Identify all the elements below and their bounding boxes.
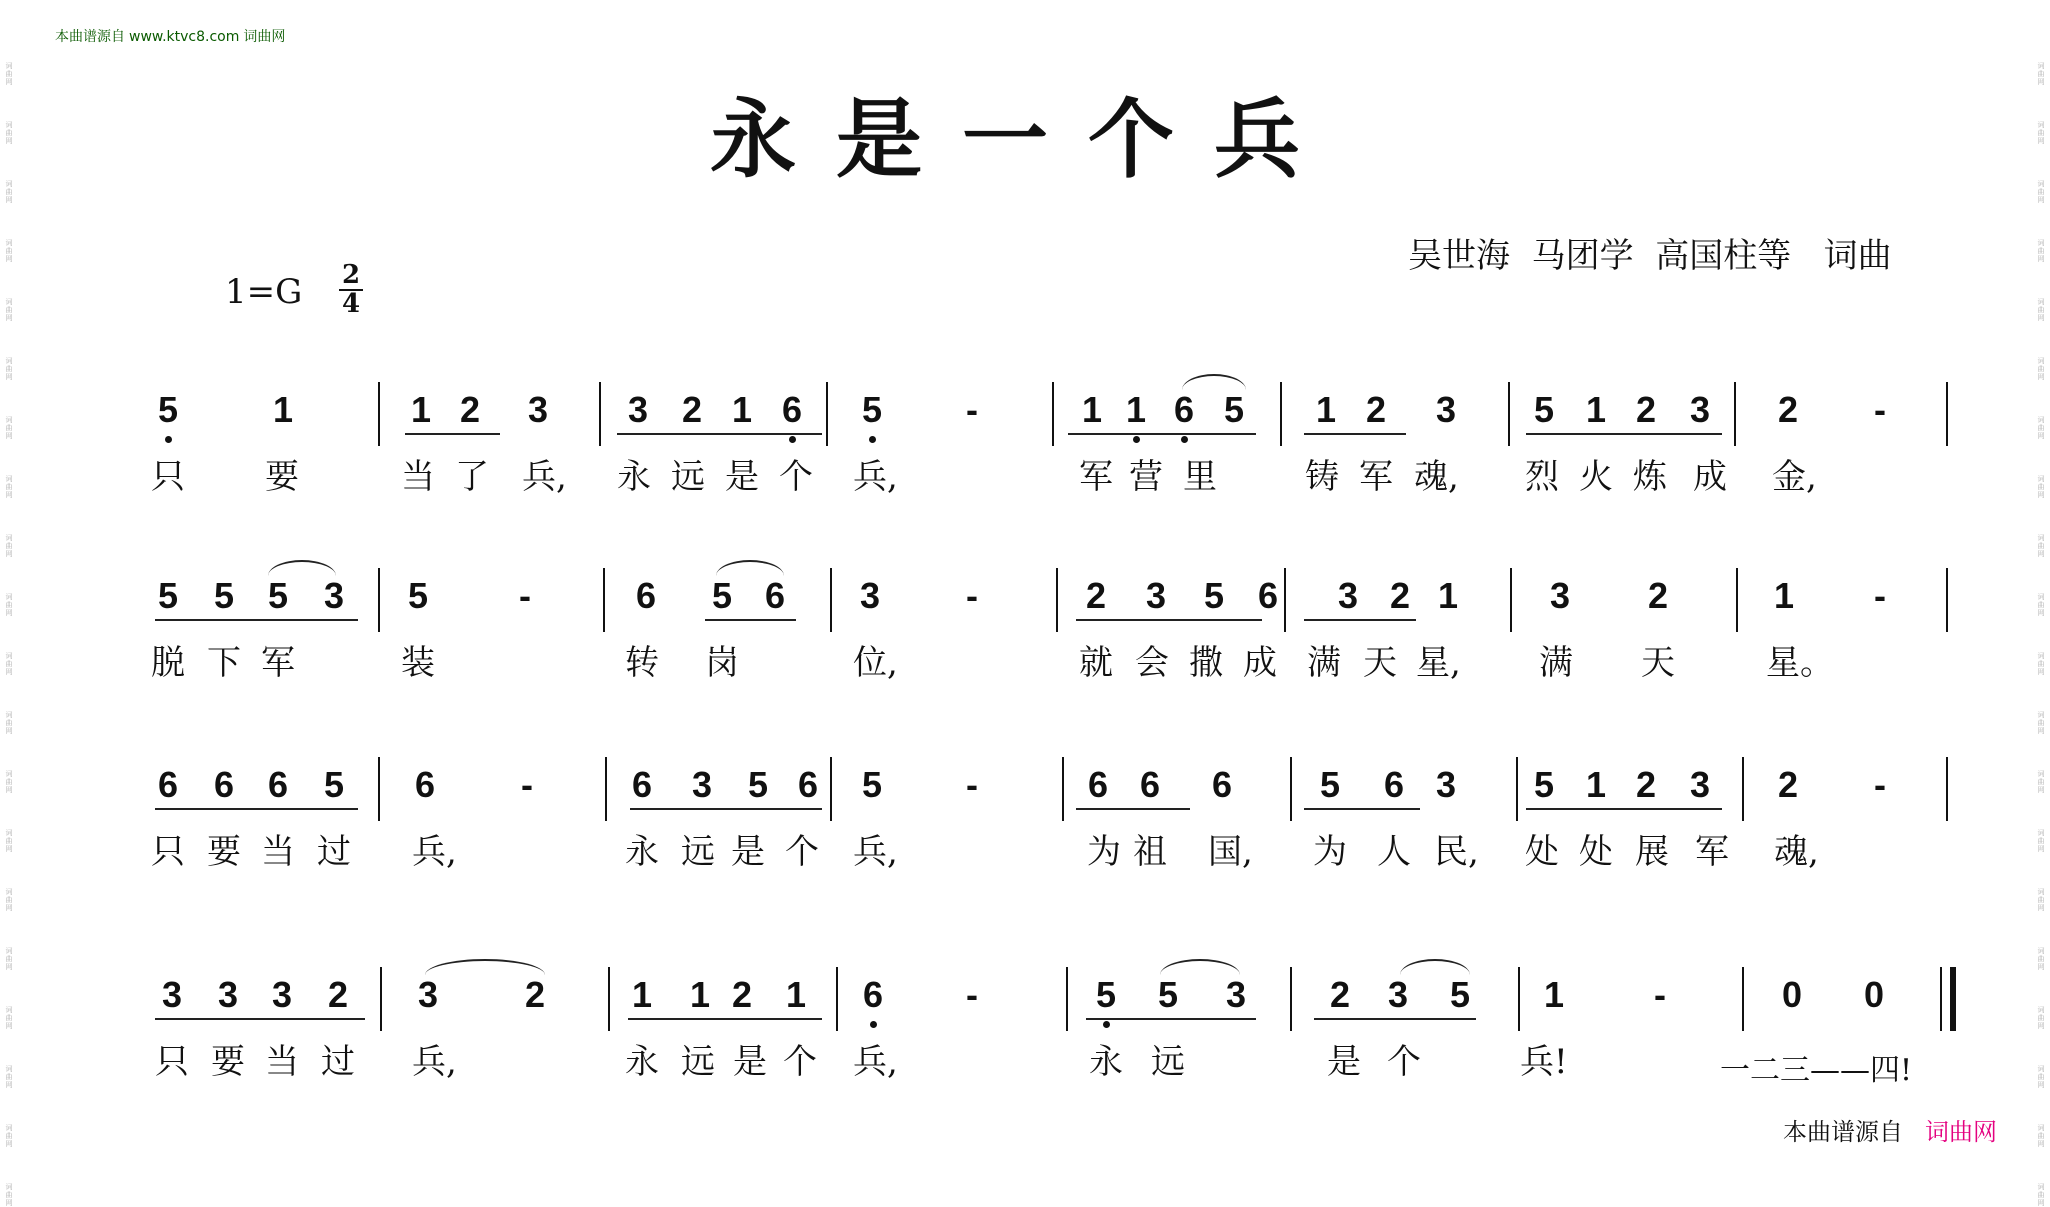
slur: [1400, 959, 1470, 975]
note: 6: [267, 764, 289, 805]
lyric-char: 只: [151, 457, 185, 497]
watermark-mark: 词 曲 网: [5, 947, 13, 971]
lyric-char: 处: [1525, 832, 1559, 872]
watermark-mark: 词 曲 网: [2037, 829, 2045, 853]
lyric-char: 烈: [1525, 457, 1559, 497]
beam-underline: [155, 808, 358, 810]
lyric-char: 过: [317, 832, 351, 872]
note: 5: [1449, 974, 1471, 1015]
barline: [378, 568, 380, 632]
barline: [1062, 757, 1064, 821]
note: 5: [747, 764, 769, 805]
barline: [1284, 568, 1286, 632]
lyric-char: 兵,: [412, 1042, 457, 1082]
lyric-char: 展: [1635, 832, 1669, 872]
note: 2: [1329, 974, 1351, 1015]
sustain-dash: -: [1874, 764, 1886, 805]
lyric-char: 个: [783, 1042, 817, 1082]
note: 2: [1635, 389, 1657, 430]
octave-dot-below: [1181, 436, 1188, 443]
note: 5: [407, 575, 429, 616]
note: 3: [271, 974, 293, 1015]
note: 5: [1533, 389, 1555, 430]
note: 2: [1647, 575, 1669, 616]
barline: [836, 967, 838, 1031]
beam-underline: [1304, 619, 1416, 621]
beam-underline: [155, 1018, 365, 1020]
barline: [603, 568, 605, 632]
lyric-char: 永: [625, 1042, 659, 1082]
lyric-char: 为: [1087, 832, 1121, 872]
note: 3: [1435, 764, 1457, 805]
lyric-char: 永: [1089, 1042, 1123, 1082]
note: 6: [635, 575, 657, 616]
barline: [826, 382, 828, 446]
lyric-char: 为: [1313, 832, 1347, 872]
site-header-name: 词曲网: [243, 29, 286, 45]
watermark-mark: 词 曲 网: [2037, 121, 2045, 145]
lyric-char: 是: [733, 1042, 767, 1082]
note: 6: [1211, 764, 1233, 805]
lyric-char: 个: [785, 832, 819, 872]
watermark-mark: 词 曲 网: [2037, 416, 2045, 440]
octave-dot-below: [870, 1021, 877, 1028]
barline: [599, 382, 601, 446]
lyric-char: 脱: [151, 643, 185, 683]
watermark-mark: 词 曲 网: [2037, 593, 2045, 617]
lyric-char: 远: [681, 1042, 715, 1082]
count-in-text: 一二三——四!: [1720, 1053, 1913, 1088]
watermark-mark: 词 曲 网: [2037, 62, 2045, 86]
barline: [1508, 382, 1510, 446]
watermark-mark: 词 曲 网: [5, 239, 13, 263]
key-signature: 1=G: [225, 272, 303, 312]
note: 2: [681, 389, 703, 430]
lyric-char: 满: [1539, 643, 1573, 683]
barline: [1280, 382, 1282, 446]
note: 1: [631, 974, 653, 1015]
beam-underline: [705, 619, 796, 621]
time-denominator: 4: [341, 289, 361, 319]
slur: [716, 560, 784, 576]
barline: [378, 382, 380, 446]
lyric-char: 人: [1377, 832, 1411, 872]
lyric-char: 星。: [1766, 643, 1834, 683]
note: 5: [267, 575, 289, 616]
beam-underline: [628, 1018, 822, 1020]
note: 2: [731, 974, 753, 1015]
note: 3: [527, 389, 549, 430]
barline: [1066, 967, 1068, 1031]
lyric-char: 永: [617, 457, 651, 497]
note: 5: [1157, 974, 1179, 1015]
beam-underline: [405, 433, 500, 435]
lyric-char: 兵!: [1520, 1042, 1568, 1082]
watermark-mark: 词 曲 网: [5, 298, 13, 322]
watermark-mark: 词 曲 网: [5, 357, 13, 381]
note: 3: [627, 389, 649, 430]
note: 0: [1781, 974, 1803, 1015]
watermark-mark: 词 曲 网: [2037, 711, 2045, 735]
beam-underline: [1068, 433, 1256, 435]
note: 5: [1223, 389, 1245, 430]
slur: [1182, 374, 1246, 390]
footer-credit: [1783, 1112, 1997, 1147]
note: 6: [213, 764, 235, 805]
lyric-char: 天: [1363, 643, 1397, 683]
barline: [1940, 967, 1942, 1031]
slur: [268, 560, 336, 576]
note: 6: [157, 764, 179, 805]
note: 5: [157, 389, 179, 430]
lyric-char: 炼: [1633, 457, 1667, 497]
lyric-char: 当: [265, 1042, 299, 1082]
lyric-char: 军: [1359, 457, 1393, 497]
watermark-mark: 词 曲 网: [5, 652, 13, 676]
lyric-char: 满: [1307, 643, 1341, 683]
lyric-char: 铸: [1305, 457, 1339, 497]
octave-dot-below: [1133, 436, 1140, 443]
lyric-char: 就: [1079, 643, 1113, 683]
note: 3: [1549, 575, 1571, 616]
beam-underline: [1304, 433, 1406, 435]
note: 5: [1095, 974, 1117, 1015]
octave-dot-below: [165, 436, 172, 443]
watermark-mark: 词 曲 网: [2037, 1065, 2045, 1089]
note: 1: [731, 389, 753, 430]
site-url-link[interactable]: www.ktvc8.com: [129, 29, 240, 45]
watermark-mark: 词 曲 网: [5, 711, 13, 735]
sustain-dash: -: [966, 389, 978, 430]
beam-underline: [155, 619, 358, 621]
note: 1: [1585, 764, 1607, 805]
barline: [1946, 382, 1948, 446]
lyric-char: 金,: [1772, 457, 1817, 497]
lyric-char: 国,: [1208, 832, 1253, 872]
note: 5: [157, 575, 179, 616]
note: 3: [1337, 575, 1359, 616]
lyric-char: 个: [1387, 1042, 1421, 1082]
lyric-char: 天: [1641, 643, 1675, 683]
note: 1: [1543, 974, 1565, 1015]
lyric-char: 火: [1579, 457, 1613, 497]
note: 3: [1225, 974, 1247, 1015]
lyric-char: 成: [1693, 457, 1727, 497]
footer-source: 本曲谱源自: [1783, 1118, 1903, 1146]
note: 3: [1689, 389, 1711, 430]
note: 2: [327, 974, 349, 1015]
watermark-mark: 词 曲 网: [2037, 1183, 2045, 1207]
sustain-dash: -: [1654, 974, 1666, 1015]
lyric-char: 兵,: [853, 832, 898, 872]
barline: [1510, 568, 1512, 632]
lyric-char: 民,: [1434, 832, 1479, 872]
barline: [605, 757, 607, 821]
lyric-char: 只: [151, 832, 185, 872]
watermark-mark: 词 曲 网: [5, 1065, 13, 1089]
lyric-char: 岗: [705, 643, 739, 683]
lyric-char: 撒: [1189, 643, 1223, 683]
barline: [1946, 757, 1948, 821]
watermark-mark: 词 曲 网: [2037, 534, 2045, 558]
barline: [1736, 568, 1738, 632]
note: 6: [1257, 575, 1279, 616]
watermark-mark: 词 曲 网: [5, 416, 13, 440]
note: 3: [323, 575, 345, 616]
lyric-char: 了: [455, 457, 489, 497]
lyric-char: 当: [401, 457, 435, 497]
sustain-dash: -: [966, 575, 978, 616]
note: 3: [417, 974, 439, 1015]
note: 3: [691, 764, 713, 805]
watermark-mark: 词 曲 网: [2037, 947, 2045, 971]
note: 2: [524, 974, 546, 1015]
watermark-mark: 词 曲 网: [5, 770, 13, 794]
barline: [1290, 757, 1292, 821]
watermark-mark: 词 曲 网: [5, 1183, 13, 1207]
note: 1: [410, 389, 432, 430]
time-signature: [337, 262, 365, 318]
site-header: [55, 26, 285, 46]
note: 3: [1435, 389, 1457, 430]
lyric-char: 军: [1695, 832, 1729, 872]
watermark-mark: 词 曲 网: [2037, 1124, 2045, 1148]
song-title: 永是一个兵: [710, 89, 1340, 190]
note: 6: [797, 764, 819, 805]
octave-dot-below: [1103, 1021, 1110, 1028]
note: 2: [1085, 575, 1107, 616]
lyric-char: 是: [725, 457, 759, 497]
note: 6: [764, 575, 786, 616]
note: 1: [785, 974, 807, 1015]
lyric-char: 会: [1135, 643, 1169, 683]
lyric-char: 兵,: [853, 457, 898, 497]
barline: [1056, 568, 1058, 632]
watermark-mark: 词 曲 网: [2037, 888, 2045, 912]
sustain-dash: -: [966, 974, 978, 1015]
beam-underline: [1526, 808, 1722, 810]
watermark-mark: 词 曲 网: [5, 1124, 13, 1148]
note: 1: [1125, 389, 1147, 430]
barline: [1742, 967, 1744, 1031]
sustain-dash: -: [521, 764, 533, 805]
octave-dot-below: [869, 436, 876, 443]
lyric-char: 装: [401, 643, 435, 683]
lyric-char: 里: [1183, 457, 1217, 497]
note: 1: [1315, 389, 1337, 430]
barline: [1290, 967, 1292, 1031]
beam-underline: [1314, 1018, 1476, 1020]
note: 3: [1689, 764, 1711, 805]
lyric-char: 远: [1151, 1042, 1185, 1082]
barline: [830, 757, 832, 821]
sustain-dash: -: [1874, 389, 1886, 430]
watermark-mark: 词 曲 网: [5, 829, 13, 853]
lyric-char: 军: [1079, 457, 1113, 497]
note: 6: [781, 389, 803, 430]
lyric-char: 兵,: [522, 457, 567, 497]
note: 1: [689, 974, 711, 1015]
barline: [380, 967, 382, 1031]
watermark-mark: 词 曲 网: [5, 475, 13, 499]
note: 2: [1777, 764, 1799, 805]
note: 6: [1139, 764, 1161, 805]
lyric-char: 兵,: [412, 832, 457, 872]
note: 2: [1389, 575, 1411, 616]
beam-underline: [1076, 808, 1190, 810]
barline: [830, 568, 832, 632]
note: 1: [1773, 575, 1795, 616]
slur: [425, 959, 545, 975]
note: 0: [1863, 974, 1885, 1015]
lyric-char: 转: [625, 643, 659, 683]
lyric-char: 成: [1243, 643, 1277, 683]
lyric-char: 魂,: [1414, 457, 1459, 497]
watermark-mark: 词 曲 网: [2037, 180, 2045, 204]
lyric-char: 营: [1129, 457, 1163, 497]
watermark-mark: 词 曲 网: [2037, 1006, 2045, 1030]
octave-dot-below: [789, 436, 796, 443]
sustain-dash: -: [966, 764, 978, 805]
barline: [1742, 757, 1744, 821]
song-credits: 吴世海 马团学 高国柱等 词曲: [1408, 236, 1892, 276]
lyric-char: 过: [321, 1042, 355, 1082]
lyric-char: 处: [1579, 832, 1613, 872]
site-header-text: 本曲谱源自: [55, 29, 125, 45]
note: 2: [1777, 389, 1799, 430]
note: 3: [217, 974, 239, 1015]
watermark-mark: 词 曲 网: [5, 593, 13, 617]
note: 5: [861, 389, 883, 430]
note: 5: [1319, 764, 1341, 805]
note: 5: [1203, 575, 1225, 616]
note: 5: [323, 764, 345, 805]
lyric-char: 远: [681, 832, 715, 872]
watermark-mark: 词 曲 网: [5, 1006, 13, 1030]
slur: [1160, 959, 1240, 975]
sustain-dash: -: [1874, 575, 1886, 616]
note: 1: [1437, 575, 1459, 616]
lyric-char: 远: [671, 457, 705, 497]
watermark-mark: 词 曲 网: [2037, 298, 2045, 322]
note: 5: [213, 575, 235, 616]
watermark-mark: 词 曲 网: [5, 62, 13, 86]
note: 5: [861, 764, 883, 805]
watermark-mark: 词 曲 网: [5, 888, 13, 912]
lyric-char: 是: [731, 832, 765, 872]
lyric-char: 兵,: [853, 1042, 898, 1082]
note: 3: [1387, 974, 1409, 1015]
lyric-char: 永: [625, 832, 659, 872]
note: 6: [1087, 764, 1109, 805]
note: 1: [1081, 389, 1103, 430]
barline: [1946, 568, 1948, 632]
lyric-char: 个: [779, 457, 813, 497]
watermark-mark: 词 曲 网: [2037, 475, 2045, 499]
note: 6: [862, 974, 884, 1015]
lyric-char: 要: [265, 457, 299, 497]
watermark-mark: 词 曲 网: [2037, 770, 2045, 794]
barline: [608, 967, 610, 1031]
note: 3: [1145, 575, 1167, 616]
beam-underline: [1304, 808, 1420, 810]
barline: [1052, 382, 1054, 446]
lyric-char: 下: [207, 643, 241, 683]
note: 6: [1383, 764, 1405, 805]
lyric-char: 要: [207, 832, 241, 872]
note: 1: [272, 389, 294, 430]
lyric-char: 当: [261, 832, 295, 872]
lyric-char: 位,: [853, 643, 898, 683]
note: 3: [161, 974, 183, 1015]
lyric-char: 是: [1327, 1042, 1361, 1082]
lyric-char: 要: [211, 1042, 245, 1082]
beam-underline: [1526, 433, 1722, 435]
barline: [1734, 382, 1736, 446]
note: 6: [414, 764, 436, 805]
beam-underline: [617, 433, 822, 435]
beam-underline: [1086, 1018, 1256, 1020]
note: 2: [1365, 389, 1387, 430]
beam-underline: [630, 808, 822, 810]
note: 5: [1533, 764, 1555, 805]
note: 6: [631, 764, 653, 805]
final-barline: [1950, 967, 1956, 1031]
note: 6: [1173, 389, 1195, 430]
watermark-mark: 词 曲 网: [5, 534, 13, 558]
watermark-mark: 词 曲 网: [2037, 652, 2045, 676]
note: 2: [459, 389, 481, 430]
lyric-char: 魂,: [1774, 832, 1819, 872]
watermark-mark: 词 曲 网: [2037, 357, 2045, 381]
note: 3: [859, 575, 881, 616]
watermark-mark: 词 曲 网: [5, 180, 13, 204]
lyric-char: 祖: [1133, 832, 1167, 872]
beam-underline: [1076, 619, 1262, 621]
barline: [378, 757, 380, 821]
lyric-char: 星,: [1416, 643, 1461, 683]
watermark-mark: 词 曲 网: [2037, 239, 2045, 263]
barline: [1518, 967, 1520, 1031]
note: 5: [711, 575, 733, 616]
note: 2: [1635, 764, 1657, 805]
note: 1: [1585, 389, 1607, 430]
lyric-char: 只: [155, 1042, 189, 1082]
footer-site-link[interactable]: 词曲网: [1925, 1118, 1997, 1146]
lyric-char: 军: [261, 643, 295, 683]
time-numerator: 2: [341, 260, 361, 290]
sustain-dash: -: [519, 575, 531, 616]
barline: [1516, 757, 1518, 821]
watermark-mark: 词 曲 网: [5, 121, 13, 145]
